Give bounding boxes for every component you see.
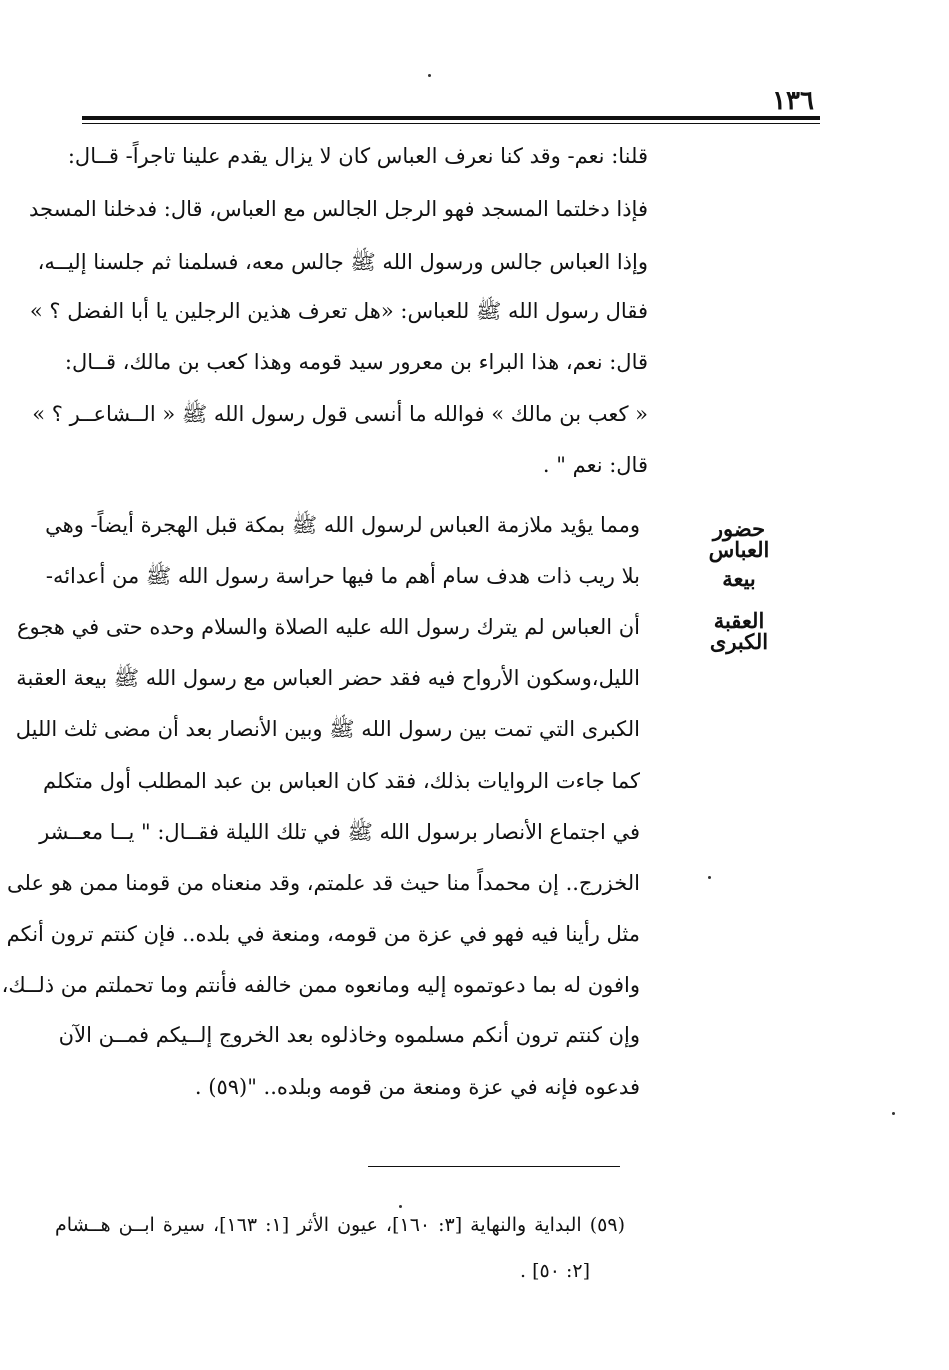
text-line: فقال رسول الله ﷺ للعباس: «هل تعرف هذين الرجلين يا أبا الفضل ؟ » <box>29 299 648 323</box>
footnote-line: (٥٩) البداية والنهاية [٣: ١٦٠]، عيون الأثر [١: ١٦٣]، سيرة ابــن هــشام <box>55 1214 625 1236</box>
text-line: وإن كنتم ترون أنكم مسلموه وخاذلوه بعد الخروج إلــيكم فمــن الآن <box>58 1023 640 1047</box>
text-line: فإذا دخلتما المسجد فهو الرجل الجالس مع العباس، قال: فدخلنا المسجد <box>29 197 648 221</box>
scan-speck <box>399 1205 402 1208</box>
text-line: قال: نعم " . <box>542 453 648 477</box>
margin-note-line: بيعة <box>722 566 756 591</box>
text-line: الخزرج.. إن محمداً منا حيث قد علمتم، وقد منعناه من قومنا ممن هو على <box>6 871 640 895</box>
scan-speck <box>428 74 431 77</box>
text-line: الكبرى التي تمت بين رسول الله ﷺ وبين الأنصار بعد أن مضى ثلث الليل <box>15 717 640 741</box>
margin-note-line: حضور العباس <box>708 516 770 562</box>
text-line: قال: نعم، هذا البراء بن معرور سيد قومه وهذا كعب بن مالك، قــال: <box>64 350 648 374</box>
text-line: ومما يؤيد ملازمة العباس لرسول الله ﷺ بمكة قبل الهجرة أيضاً- وهي <box>45 513 640 537</box>
scan-speck <box>708 876 711 879</box>
text-line: في اجتماع الأنصار برسول الله ﷺ في تلك الليلة فقــال: " يــا معــشر <box>39 820 640 844</box>
text-line: وإذا العباس جالس ورسول الله ﷺ جالس معه، فسلمنا ثم جلسنا إليــه، <box>37 250 648 274</box>
page-number: ١٣٦ <box>772 86 814 116</box>
text-line: مثل رأينا فيه فهو في عزة من قومه، ومنعة في بلده.. فإن كنتم ترون أنكم <box>6 922 640 946</box>
text-line: وافون له بما دعوتموه إليه ومانعوه ممن خالفه فأنتم وما تحملتم من ذلــك، <box>1 973 640 997</box>
text-line: كما جاءت الروايات بذلك، فقد كان العباس بن عبد المطلب أول متكلم <box>42 769 640 793</box>
header-rule-thin <box>82 123 820 124</box>
text-line: أن العباس لم يترك رسول الله عليه الصلاة والسلام وحده حتى في هجوع <box>16 615 640 639</box>
scan-speck <box>892 1112 895 1115</box>
text-line: بلا ريب ذات هدف سام أهم ما فيها حراسة رسول الله ﷺ من أعدائه- <box>45 564 640 588</box>
margin-note-line: العقبة الكبرى <box>709 608 769 654</box>
footnote-line: [٢: ٥٠] . <box>519 1260 590 1282</box>
header-rule-thick <box>82 116 820 120</box>
text-line: قلنا: نعم- وقد كنا نعرف العباس كان لا يزال يقدم علينا تاجراً- قــال: <box>67 144 648 168</box>
text-line: « كعب بن مالك » فوالله ما أنسى قول رسول الله ﷺ « الــشاعــر ؟ » <box>32 402 648 426</box>
text-line: الليل،وسكون الأرواح فيه فقد حضر العباس مع رسول الله ﷺ بيعة العقبة <box>16 666 640 690</box>
footnote-separator <box>368 1166 620 1167</box>
text-line: فدعوه فإنه في عزة ومنعة من قومه وبلده.. "(٥٩) . <box>194 1075 640 1099</box>
